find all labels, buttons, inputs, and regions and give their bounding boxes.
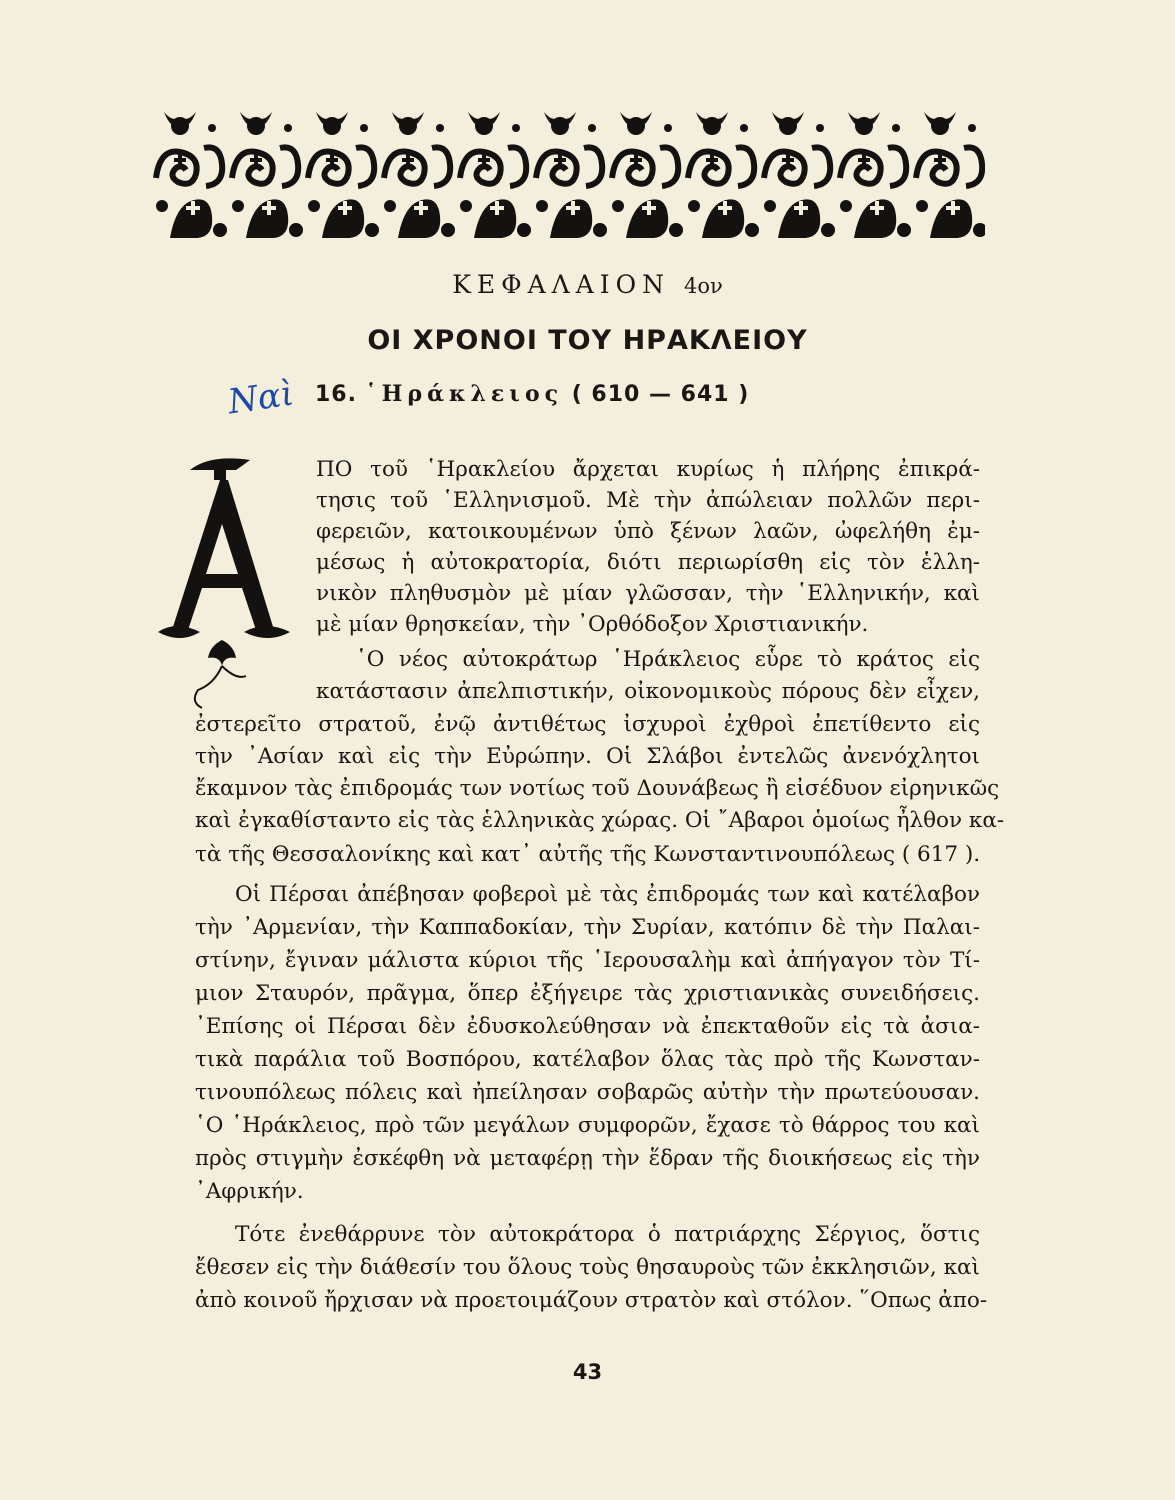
page-number: 43 xyxy=(572,1360,603,1384)
text-line: τινουπόλεως πόλεις καὶ ἠπείλησαν σοβαρῶς αὐτὴν τὴν πρωτεύουσαν. xyxy=(195,1080,980,1105)
chapter-number: 4ον xyxy=(684,274,723,298)
section-heading xyxy=(315,381,749,407)
text-line: Οἱ Πέρσαι ἀπέβησαν φοβεροὶ μὲ τὰς ἐπιδρομάς των καὶ κατέλαβον xyxy=(235,882,980,907)
text-line: ἔκαμνον τὰς ἐπιδρομάς των νοτίως τοῦ Δουνάβεως ἢ εἰσέδυον εἰρηνικῶς xyxy=(195,776,1000,801)
text-line: ἀπὸ κοινοῦ ἤρχισαν νὰ προετοιμάζουν στρατὸν καὶ στόλον. ῞Οπως ἀπο- xyxy=(195,1288,988,1313)
text-line: κατάστασιν ἀπελπιστικήν, οἰκονομικοὺς πόρους δὲν εἶχεν, xyxy=(316,679,980,704)
text-line: ἔθεσεν εἰς τὴν διάθεσίν του ὅλους τοὺς θησαυροὺς τῶν ἐκκλησιῶν, καὶ xyxy=(195,1255,980,1280)
text-line: τὰ τῆς Θεσσαλονίκης καὶ κατ᾿ αὐτῆς τῆς Κωνσταντινουπόλεως ( 617 ). xyxy=(195,842,981,867)
section-number: 16. xyxy=(315,382,357,407)
text-line: μιον Σταυρόν, πρᾶγμα, ὅπερ ἐξήγειρε τὰς χριστιανικὰς συνειδήσεις. xyxy=(195,981,980,1006)
text-line: ἐστερεῖτο στρατοῦ, ἐνῷ ἀντιθέτως ἰσχυροὶ ἐχθροὶ ἐπετίθεντο εἰς xyxy=(195,712,980,737)
text-line: μέσως ἡ αὐτοκρατορία, διότι περιωρίσθη εἰς τὸν ἑλλη- xyxy=(316,550,980,575)
text-line: μὲ μίαν θρησκείαν, τὴν ᾿Ορθόδοξον Χριστιανικήν. xyxy=(316,612,869,637)
chapter-heading xyxy=(0,270,1175,299)
chapter-title: ΟΙ ΧΡΟΝΟΙ ΤΟΥ ΗΡΑΚΛΕΙΟΥ xyxy=(367,325,808,356)
text-line: τὴν ᾿Αρμενίαν, τὴν Καππαδοκίαν, τὴν Συρίαν, κατόπιν δὲ τὴν Παλαι- xyxy=(195,915,980,940)
section-name: ῾Ηράκλειος xyxy=(365,381,564,407)
text-line: ᾿Αφρικήν. xyxy=(195,1179,304,1204)
text-line: τησις τοῦ ῾Ελληνισμοῦ. Μὲ τὴν ἀπώλειαν πολλῶν περι- xyxy=(316,488,980,513)
text-line: ᾿Επίσης οἱ Πέρσαι δὲν ἐδυσκολεύθησαν νὰ ἐπεκταθοῦν εἰς τὰ ἀσια- xyxy=(195,1014,980,1039)
decorative-header-band xyxy=(150,108,985,243)
text-line: ῾Ο νέος αὐτοκράτωρ ῾Ηράκλειος εὗρε τὸ κράτος εἰς xyxy=(356,647,980,672)
text-line: τικὰ παράλια τοῦ Βοσπόρου, κατέλαβον ὅλας τὰς πρὸ τῆς Κωνσταν- xyxy=(195,1047,980,1072)
text-line: καὶ ἐγκαθίσταντο εἰς τὰς ἑλληνικὰς χώρας. Οἱ ῎Αβαροι ὁμοίως ἦλθον κα- xyxy=(195,808,1005,833)
text-line: Τότε ἐνεθάρρυνε τὸν αὐτοκράτορα ὁ πατριάρχης Σέργιος, ὅστις xyxy=(235,1222,980,1247)
text-line: τὴν ᾿Ασίαν καὶ εἰς τὴν Εὐρώπην. Οἱ Σλάβοι ἐντελῶς ἀνενόχλητοι xyxy=(195,744,980,769)
text-line: νικὸν πληθυσμὸν μὲ μίαν γλῶσσαν, τὴν ῾Ελληνικήν, καὶ xyxy=(316,581,980,606)
text-line: στίνην, ἔγιναν μάλιστα κύριοι τῆς ῾Ιερουσαλὴμ καὶ ἀπήγαγον τὸν Τί- xyxy=(195,948,980,973)
text-line: ΠΟ τοῦ ῾Ηρακλείου ἄρχεται κυρίως ἡ πλήρης ἐπικρά- xyxy=(316,457,980,482)
text-line: ῾Ο ῾Ηράκλειος, πρὸ τῶν μεγάλων συμφορῶν, ἔχασε τὸ θάρρος του καὶ xyxy=(195,1113,980,1138)
handwritten-note: Ναὶ xyxy=(225,373,297,423)
section-dates: ( 610 — 641 ) xyxy=(571,382,750,407)
text-line: φερειῶν, κατοικουμένων ὑπὸ ξένων λαῶν, ὠφελήθη ἐμ- xyxy=(316,519,980,544)
drop-cap-illuminated xyxy=(150,440,295,720)
chapter-label: ΚΕΦΑΛΑΙΟΝ xyxy=(452,270,671,299)
text-line: πρὸς στιγμὴν ἐσκέφθη νὰ μεταφέρῃ τὴν ἕδραν τῆς διοικήσεως εἰς τὴν xyxy=(195,1146,980,1171)
